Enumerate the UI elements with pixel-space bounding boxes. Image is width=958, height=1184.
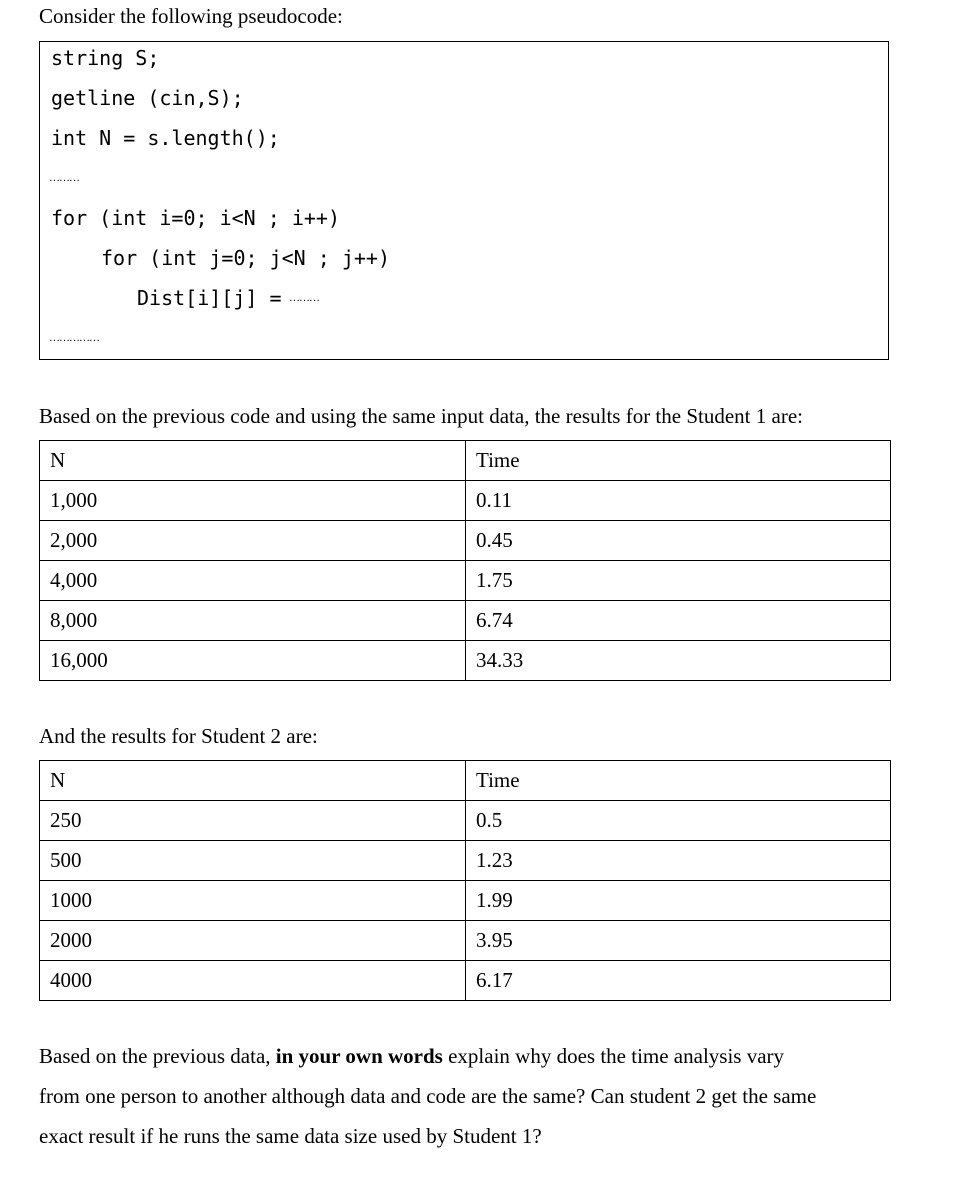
cell-time: 6.17 xyxy=(466,961,891,1001)
student1-intro: Based on the previous code and using the same input data, the results for the Student 1 are: xyxy=(39,404,803,428)
code-line: string S; xyxy=(51,46,160,70)
question-text xyxy=(39,1036,919,1156)
header-time: Time xyxy=(466,441,891,481)
header-n: N xyxy=(40,441,466,481)
header-n: N xyxy=(40,761,466,801)
cell-n: 8,000 xyxy=(40,601,466,641)
table-row xyxy=(40,841,891,881)
cell-time: 34.33 xyxy=(466,641,891,681)
cell-n: 250 xyxy=(40,801,466,841)
question-line-3: exact result if he runs the same data size used by Student 1? xyxy=(39,1124,542,1148)
table-row xyxy=(40,601,891,641)
cell-time: 0.45 xyxy=(466,521,891,561)
cell-n: 4000 xyxy=(40,961,466,1001)
student1-results-table xyxy=(39,440,891,681)
student2-intro: And the results for Student 2 are: xyxy=(39,724,318,748)
code-ellipsis: ……… xyxy=(289,292,319,304)
table-header-row xyxy=(40,761,891,801)
table-row xyxy=(40,481,891,521)
question-part2: explain why does the time analysis vary xyxy=(442,1044,785,1068)
table-row xyxy=(40,921,891,961)
cell-n: 4,000 xyxy=(40,561,466,601)
code-line: for (int j=0; j<N ; j++) xyxy=(101,246,390,270)
cell-n: 500 xyxy=(40,841,466,881)
cell-n: 2000 xyxy=(40,921,466,961)
cell-time: 6.74 xyxy=(466,601,891,641)
table-row xyxy=(40,961,891,1001)
table-row xyxy=(40,881,891,921)
cell-time: 1.99 xyxy=(466,881,891,921)
table-row xyxy=(40,521,891,561)
code-line: Dist[i][j] = xyxy=(137,286,282,310)
cell-time: 3.95 xyxy=(466,921,891,961)
header-time: Time xyxy=(466,761,891,801)
cell-time: 1.23 xyxy=(466,841,891,881)
intro-text: Consider the following pseudocode: xyxy=(39,4,343,28)
cell-n: 1,000 xyxy=(40,481,466,521)
code-line: for (int i=0; i<N ; i++) xyxy=(51,206,340,230)
table-row xyxy=(40,561,891,601)
cell-time: 0.11 xyxy=(466,481,891,521)
code-line: int N = s.length(); xyxy=(51,126,280,150)
question-line-2: from one person to another although data and code are the same? Can student 2 get the same xyxy=(39,1084,817,1108)
table-row xyxy=(40,801,891,841)
question-line-1 xyxy=(39,1036,919,1076)
code-ellipsis: ……… xyxy=(49,172,79,184)
cell-n: 2,000 xyxy=(40,521,466,561)
code-line: getline (cin,S); xyxy=(51,86,244,110)
cell-time: 1.75 xyxy=(466,561,891,601)
question-part1: Based on the previous data, xyxy=(39,1044,276,1068)
question-emphasis: in your own words xyxy=(275,1044,443,1068)
cell-time: 0.5 xyxy=(466,801,891,841)
cell-n: 16,000 xyxy=(40,641,466,681)
table-header-row xyxy=(40,441,891,481)
cell-n: 1000 xyxy=(40,881,466,921)
code-box xyxy=(39,41,889,360)
table-row xyxy=(40,641,891,681)
code-ellipsis: …………… xyxy=(49,332,99,344)
student2-results-table xyxy=(39,760,891,1001)
